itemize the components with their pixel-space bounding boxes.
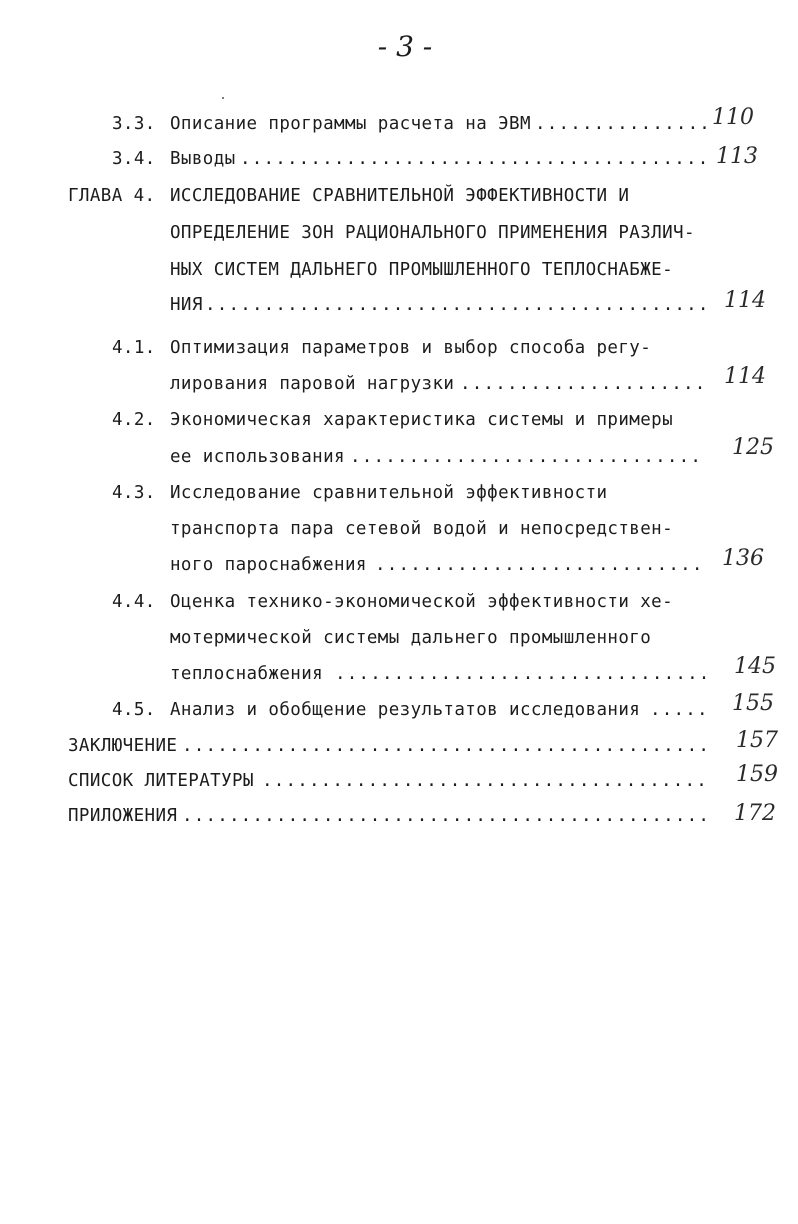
toc-entry-continuation (0, 255, 798, 285)
entry-title: ее использования (170, 447, 345, 467)
toc-entry-continuation (0, 218, 798, 248)
toc-entry (0, 587, 798, 617)
entry-number: 3.3. (112, 114, 156, 134)
dot-leader (350, 442, 706, 472)
toc-entry-continuation (0, 659, 798, 689)
dot-leader (182, 731, 706, 761)
entry-title: Описание программы расчета на ЭВМ (170, 114, 531, 134)
entry-title: Оптимизация параметров и выбор способа регу- (170, 338, 652, 358)
entry-title: НИЯ (170, 295, 203, 315)
entry-title: транспорта пара сетевой водой и непосредствен- (170, 519, 674, 539)
toc-entry (0, 405, 798, 435)
entry-number: 4.1. (112, 338, 156, 358)
toc-entry-continuation (0, 550, 798, 580)
toc-entry (0, 333, 798, 363)
entry-title: ПРИЛОЖЕНИЯ (68, 806, 178, 826)
toc-entry (0, 478, 798, 508)
dot-leader (650, 695, 706, 725)
page-ref-handwritten: 136 (722, 546, 764, 571)
dot-leader (182, 801, 706, 831)
chapter-prefix: ГЛАВА 4. (68, 186, 156, 206)
dot-leader (240, 144, 706, 174)
entry-number: 4.2. (112, 410, 156, 430)
entry-title: Анализ и обобщение результатов исследования (170, 700, 641, 720)
dot-leader (205, 290, 706, 320)
entry-title: ного пароснабжения (170, 555, 367, 575)
toc-entry-continuation (0, 369, 798, 399)
entry-number: 4.4. (112, 592, 156, 612)
entry-title: ИССЛЕДОВАНИЕ СРАВНИТЕЛЬНОЙ ЭФФЕКТИВНОСТИ И (170, 186, 630, 206)
entry-number: 4.5. (112, 700, 156, 720)
entry-title: НЫХ СИСТЕМ ДАЛЬНЕГО ПРОМЫШЛЕННОГО ТЕПЛОСНАБЖЕ- (170, 260, 674, 280)
entry-title: ОПРЕДЕЛЕНИЕ ЗОН РАЦИОНАЛЬНОГО ПРИМЕНЕНИЯ РАЗЛИЧ- (170, 223, 695, 243)
page-ref-handwritten: 125 (732, 435, 774, 460)
toc-entry (0, 731, 798, 761)
toc-entry (0, 144, 798, 174)
entry-title: ЗАКЛЮЧЕНИЕ (68, 736, 178, 756)
toc-entry (0, 801, 798, 831)
dot-leader (375, 550, 706, 580)
toc-entry (0, 109, 798, 139)
page-number: - 3 - (377, 30, 433, 63)
page-ref-handwritten: 114 (724, 288, 766, 313)
page-ref-handwritten: 157 (736, 728, 778, 753)
page-ref-handwritten: 110 (712, 105, 754, 130)
page-ref-handwritten: 159 (736, 762, 778, 787)
page-ref-handwritten: 114 (724, 364, 766, 389)
dot-leader (335, 659, 706, 689)
toc-entry-continuation (0, 514, 798, 544)
toc-entry (0, 766, 798, 796)
dot-leader (535, 109, 706, 139)
entry-title: Исследование сравнительной эффективности (170, 483, 608, 503)
entry-title: лирования паровой нагрузки (170, 374, 455, 394)
toc-entry-continuation (0, 290, 798, 320)
toc-entry (0, 695, 798, 725)
entry-number: 4.3. (112, 483, 156, 503)
page-ref-handwritten: 145 (734, 654, 776, 679)
page-ref-handwritten: 155 (732, 691, 774, 716)
entry-title: Оценка технико-экономической эффективности хе- (170, 592, 674, 612)
entry-title: теплоснабжения (170, 664, 324, 684)
dot-leader (460, 369, 706, 399)
dot-leader (262, 766, 706, 796)
ink-dot (222, 97, 224, 99)
entry-title: Экономическая характеристика системы и примеры (170, 410, 674, 430)
entry-number: 3.4. (112, 149, 156, 169)
entry-title: мотермической системы дальнего промышленного (170, 628, 652, 648)
toc-entry-continuation (0, 623, 798, 653)
toc-entry (0, 181, 798, 211)
toc-entry-continuation (0, 442, 798, 472)
entry-title: Выводы (170, 149, 236, 169)
page-ref-handwritten: 172 (734, 801, 776, 826)
page-ref-handwritten: 113 (716, 144, 758, 169)
entry-title: СПИСОК ЛИТЕРАТУРЫ (68, 771, 254, 791)
